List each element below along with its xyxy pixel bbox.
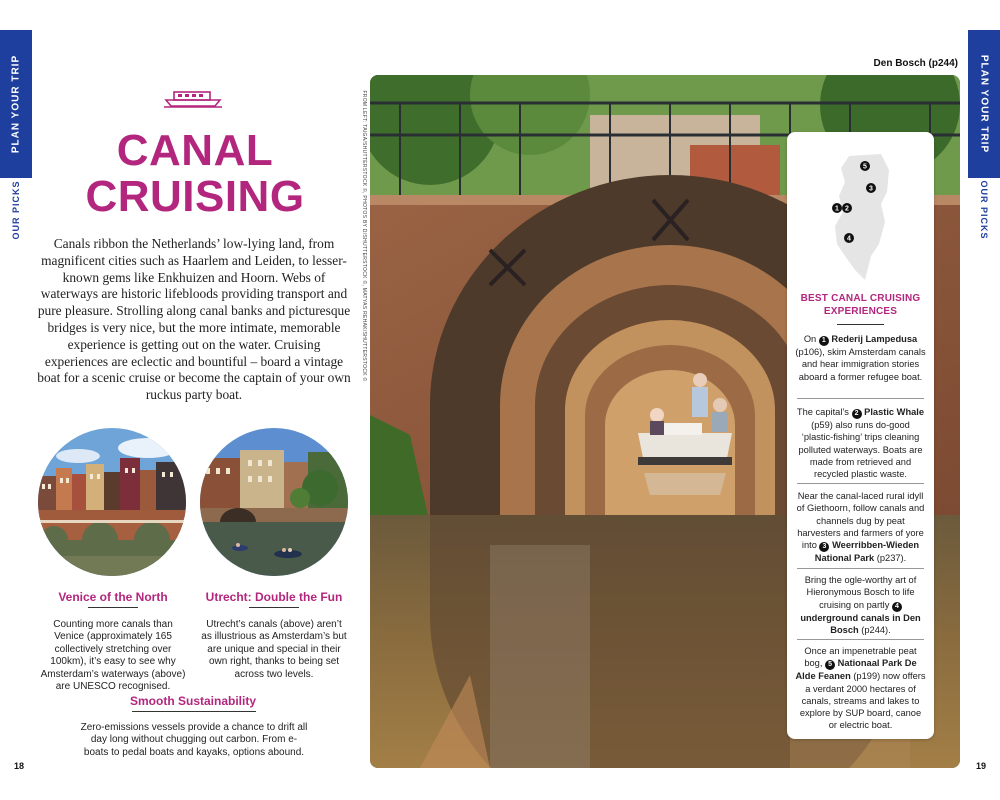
pick-5-name: Nationaal Park De Alde Feanen	[795, 658, 917, 682]
pick-separator	[797, 568, 924, 569]
page-number-left: 18	[14, 761, 25, 771]
subsection-tab-right-label: OUR PICKS	[979, 180, 989, 240]
pick-2-number-icon: 2	[852, 409, 862, 419]
pick-4-intro: Bring the ogle-worthy art of Hieronymous Bosch to life cruising on partly	[804, 575, 917, 610]
utrecht-canal-photo	[200, 428, 348, 576]
pick-item-3	[795, 490, 926, 564]
map-marker-3	[866, 183, 876, 193]
subsection-tab-left-label: OUR PICKS	[11, 180, 21, 240]
page-title	[40, 128, 350, 220]
pick-item-1	[795, 333, 926, 383]
subsection-tab-left	[0, 180, 32, 240]
pick-2-name: Plastic Whale	[864, 407, 925, 417]
pick-separator	[797, 398, 924, 399]
page-title-line-1: CANAL	[116, 126, 274, 175]
pick-separator	[797, 483, 924, 484]
map-marker-1	[832, 203, 842, 213]
pick-3-name: Weerribben-Wieden National Park	[814, 540, 920, 564]
pick-3-detail: (p237).	[874, 553, 907, 564]
pick-5-detail: (p199) now offers a verdant 2000 hectares of canals, streams and lakes to explore by SUP board, canoe or electric boat.	[799, 671, 926, 731]
sidebar-title-rule	[837, 324, 884, 325]
pick-3-intro: Near the canal-laced rural idyll of Giethoorn, follow canals and channels dug by peat harvesters and farmers of yore into	[796, 491, 925, 551]
svg-text:4: 4	[847, 235, 851, 243]
pick-5-intro: Once an impenetrable peat bog,	[804, 646, 917, 669]
pick-item-5	[795, 645, 926, 732]
feature-text-venice: Counting more canals than Venice (approximately 165 collectively stretching over 100km), it’s easy to see why Amsterdam’s waterways (above) are UNESCO recognised.	[40, 619, 186, 693]
feature-heading-sustainability: Smooth Sustainability	[129, 694, 256, 708]
feature-heading-venice: Venice of the North	[58, 590, 168, 604]
feature-text-sustainability: Zero-emissions vessels provide a chance to drift all day long without chugging out carbon. From e-boats to pedal boats and kayaks, options abound.	[80, 722, 308, 758]
page-title-line-2: CRUISING	[85, 172, 305, 221]
pick-1-name: Rederij Lampedusa	[831, 334, 918, 344]
subsection-tab-right	[968, 180, 1000, 240]
netherlands-map	[831, 152, 891, 282]
feature-heading-utrecht: Utrecht: Double the Fun	[205, 590, 343, 604]
section-tab-left-label: PLAN YOUR TRIP	[10, 54, 22, 154]
photo-credit-text: FROM LEFT: TAIGA/SHUTTERSTOCK ©, PHOTOS BY D/SHUTTERSTOCK ©, MATYAS REHAK/SHUTTERSTOCK ©	[361, 90, 367, 382]
pick-2-intro: The capital’s	[796, 407, 852, 417]
pick-item-2	[795, 406, 926, 480]
pick-separator	[797, 639, 924, 640]
best-experiences-sidebar	[787, 132, 934, 739]
pick-2-detail: (p59) also runs do-good ‘plastic-fishing’ trips cleaning polluted waterways. Boats are made from retrieved and recycled plastic waste.	[798, 420, 923, 480]
map-marker-4	[844, 233, 854, 243]
photo-credit	[358, 90, 370, 382]
svg-text:3: 3	[869, 185, 873, 193]
photo-caption: Den Bosch (p244)	[873, 58, 958, 69]
pick-item-4	[795, 574, 926, 636]
section-tab-right-label: PLAN YOUR TRIP	[978, 54, 990, 154]
map-marker-2	[842, 203, 852, 213]
amsterdam-canal-photo	[38, 428, 186, 576]
pick-1-number-icon: 1	[819, 336, 829, 346]
feature-text-utrecht: Utrecht’s canals (above) aren’t as illustrious as Amsterdam’s but are unique and special in their own right, thanks to being set across two levels.	[201, 619, 347, 680]
feature-rule-venice	[88, 607, 138, 608]
pick-4-detail: (p244).	[858, 624, 891, 635]
sidebar-title: BEST CANAL CRUISING EXPERIENCES	[800, 293, 921, 317]
feature-rule-sustainability	[132, 711, 256, 712]
pick-3-number-icon: 3	[819, 542, 829, 552]
map-marker-5	[860, 161, 870, 171]
section-tab-right	[968, 30, 1000, 178]
section-tab-left	[0, 30, 32, 178]
pick-4-name: underground canals in Den Bosch	[800, 612, 921, 635]
intro-paragraph: Canals ribbon the Netherlands’ low-lying land, from magnificent cities such as Haarlem and Leiden, to lesser-known gems like Enkhuizen and Hoorn. Webs of waterways are historic lifebloods providing transport and pure pleasure. Strolling along canal banks and picturesque bridges is very nice, but the more intimate, memorable experience is getting out on the water. Cruising experiences are eclectic and bountiful – board a vintage boat for a scenic cruise or become the captain of your own ruckus party boat.	[37, 236, 351, 403]
feature-rule-utrecht	[249, 607, 299, 608]
canal-boat-icon	[162, 86, 224, 108]
svg-text:2: 2	[845, 205, 849, 213]
pick-4-number-icon: 4	[892, 602, 902, 612]
pick-1-detail: (p106), skim Amsterdam canals and hear immigration stories aboard a former refugee boat.	[795, 347, 926, 382]
pick-5-number-icon: 5	[825, 660, 835, 670]
page-number-right: 19	[975, 761, 986, 771]
svg-text:1: 1	[835, 205, 839, 213]
svg-text:5: 5	[863, 163, 867, 171]
pick-1-intro: On	[803, 334, 819, 344]
